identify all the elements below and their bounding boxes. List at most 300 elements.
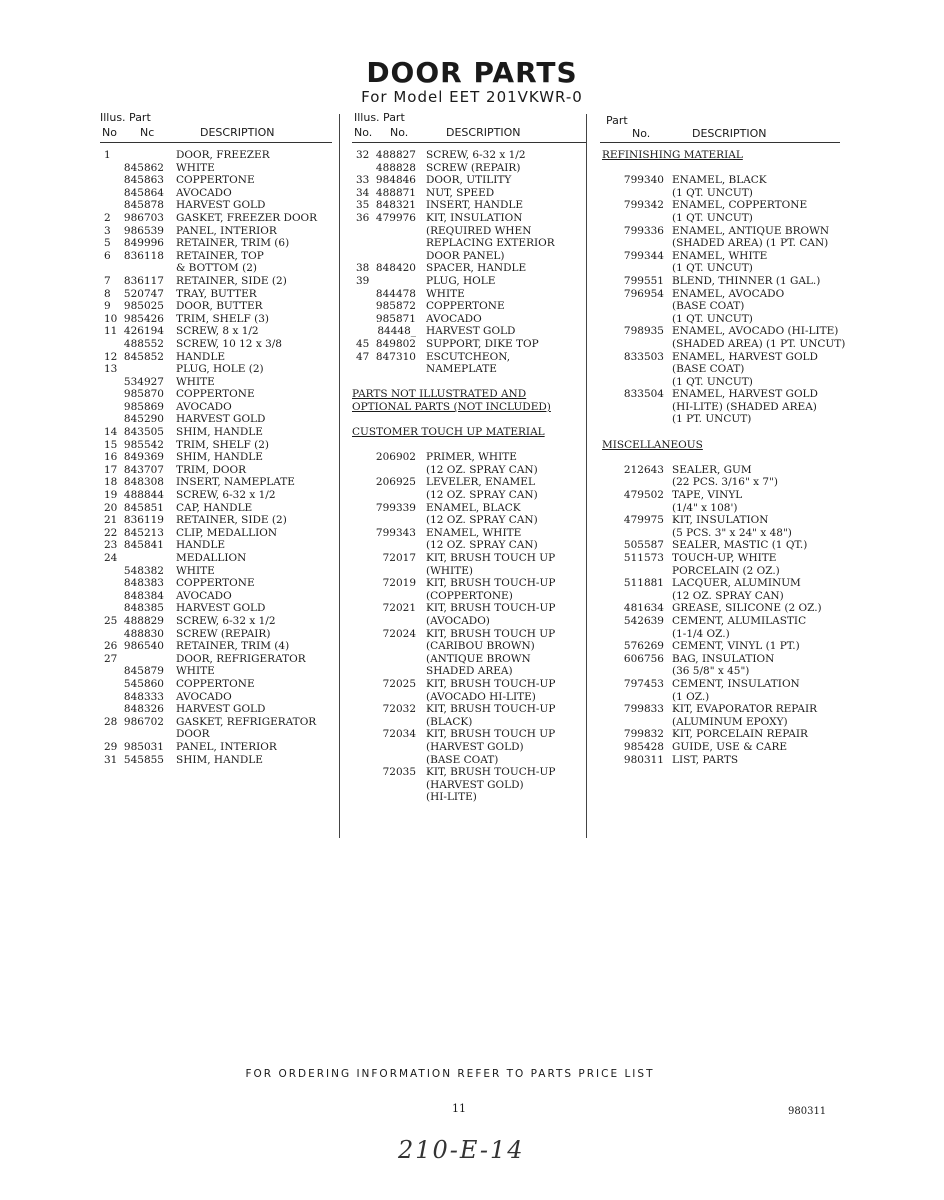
part-number: 799833 (623, 703, 664, 716)
page-subtitle: For Model EET 201VKWR-0 (361, 88, 583, 106)
part-number: 849802 (375, 337, 416, 350)
list-item (100, 439, 332, 452)
illus-number: 39 (356, 274, 370, 287)
part-number: 980311 (623, 753, 664, 766)
illus-number: 15 (104, 438, 118, 451)
list-item (600, 388, 840, 401)
part-number: 799342 (623, 199, 664, 212)
part-description: (REQUIRED WHEN (426, 224, 532, 237)
part-number: 844478 (375, 287, 416, 300)
part-number: 488827 (375, 149, 416, 161)
list-item (352, 250, 586, 263)
list-item (100, 225, 332, 238)
part-description: GREASE, SILICONE (2 OZ.) (672, 602, 822, 615)
list-item (600, 426, 840, 439)
part-number: 520747 (123, 287, 164, 300)
list-item (100, 338, 332, 351)
part-number: 843505 (123, 426, 164, 439)
part-description: (1 QT. UNCUT) (672, 211, 753, 224)
list-item (600, 653, 840, 666)
list-item (352, 590, 586, 603)
part-number: 848321 (375, 199, 416, 212)
part-description: MEDALLION (176, 552, 247, 564)
list-item (600, 514, 840, 527)
part-description: KIT, BRUSH TOUCH-UP (426, 766, 556, 779)
illus-number: 5 (104, 237, 111, 250)
list-item (100, 703, 332, 716)
part-description: KIT, BRUSH TOUCH UP (426, 627, 556, 640)
part-description: CEMENT, INSULATION (672, 677, 800, 690)
part-description: CLIP, MEDALLION (176, 526, 278, 539)
part-number: 72032 (382, 703, 416, 716)
list-item (352, 351, 586, 364)
description-label: DESCRIPTION (200, 126, 275, 139)
list-item (352, 262, 586, 275)
list-item (100, 149, 332, 162)
list-item (600, 602, 840, 615)
part-description: LEVELER, ENAMEL (426, 476, 535, 489)
list-item (352, 628, 586, 641)
list-item (100, 565, 332, 578)
list-item (100, 615, 332, 628)
list-item (100, 741, 332, 754)
list-item (352, 691, 586, 704)
list-item (352, 653, 586, 666)
part-number: 986539 (123, 224, 164, 237)
list-item (100, 514, 332, 527)
part-number: 606756 (623, 652, 664, 665)
part-number: 212643 (623, 463, 664, 476)
part-description: (BASE COAT) (672, 363, 745, 376)
part-description: DOOR, UTILITY (426, 174, 512, 187)
part-number: 505587 (623, 539, 664, 552)
illus-number: 26 (104, 640, 118, 653)
part-number: 985871 (375, 312, 416, 325)
list-item (100, 590, 332, 603)
part-description: GASKET, REFRIGERATOR (176, 715, 317, 728)
part-description: KIT, INSULATION (672, 514, 769, 527)
list-item (352, 212, 586, 225)
list-item (600, 413, 840, 426)
part-description: PLUG, HOLE (2) (176, 363, 264, 376)
part-description: (12 OZ. SPRAY CAN) (426, 489, 538, 502)
part-description: BAG, INSULATION (672, 652, 775, 665)
list-item (352, 476, 586, 489)
list-item (100, 288, 332, 301)
list-item (352, 754, 586, 767)
part-description: (HARVEST GOLD) (426, 778, 524, 791)
part-number: 848308 (123, 476, 164, 489)
list-item (100, 489, 332, 502)
list-item (600, 691, 840, 704)
illus-number: 13 (104, 363, 118, 376)
part-description: WHITE (426, 287, 465, 300)
list-item (600, 300, 840, 313)
part-description: (1 OZ.) (672, 690, 710, 703)
list-item (100, 678, 332, 691)
illus-number: 20 (104, 501, 118, 514)
part-description: ENAMEL, ANTIQUE BROWN (672, 224, 830, 237)
list-item (100, 388, 332, 401)
part-number: 845213 (123, 526, 164, 539)
part-description: HANDLE (176, 350, 225, 363)
part-description: TRAY, BUTTER (176, 287, 257, 300)
list-item (600, 439, 840, 452)
part-description: (ANTIQUE BROWN (426, 652, 531, 665)
part-description: KIT, INSULATION (426, 211, 523, 224)
list-item (352, 363, 586, 376)
part-description: KIT, BRUSH TOUCH UP (426, 552, 556, 564)
list-item (100, 162, 332, 175)
part-number: 836117 (123, 274, 164, 287)
illus-number: 22 (104, 526, 118, 539)
part-description: RETAINER, TRIM (4) (176, 640, 290, 653)
part-number: 799340 (623, 174, 664, 187)
list-item (352, 300, 586, 313)
part-description: KIT, BRUSH TOUCH-UP (426, 703, 556, 716)
part-description: SPACER, HANDLE (426, 262, 527, 275)
parts-column-2 (352, 108, 586, 804)
part-description: PRIMER, WHITE (426, 451, 517, 464)
nc-label: Nc (140, 126, 155, 139)
illus-number: 25 (104, 614, 118, 627)
part-description: SCREW, 10 12 x 3/8 (176, 337, 282, 350)
part-description: (HARVEST GOLD) (426, 740, 524, 753)
list-item (100, 300, 332, 313)
list-item (600, 615, 840, 628)
part-description: SCREW (REPAIR) (176, 627, 271, 640)
part-description: (AVOCADO) (426, 614, 490, 627)
part-description: SHIM, HANDLE (176, 426, 263, 439)
part-number: 845863 (123, 174, 164, 187)
list-item (352, 489, 586, 502)
part-description: HARVEST GOLD (176, 703, 266, 716)
part-number: 845290 (123, 413, 164, 426)
part-description: RETAINER, TOP (176, 249, 264, 262)
list-item (352, 779, 586, 792)
part-description: (ALUMINUM EPOXY) (672, 715, 788, 728)
part-number: 545855 (123, 753, 164, 766)
list-item (352, 325, 586, 338)
part-number: 542639 (623, 614, 664, 627)
list-item (600, 489, 840, 502)
illus-number: 24 (104, 552, 118, 564)
illus-number: 16 (104, 451, 118, 464)
part-description: CEMENT, VINYL (1 PT.) (672, 640, 800, 653)
part-number: 848385 (123, 602, 164, 615)
part-description: (1/4" x 108') (672, 501, 738, 514)
list-item (352, 552, 586, 565)
part-description: COPPERTONE (176, 577, 255, 590)
part-description: SUPPORT, DIKE TOP (426, 337, 539, 350)
list-item (600, 351, 840, 364)
list-item (352, 640, 586, 653)
part-description: ENAMEL, WHITE (672, 249, 768, 262)
part-number: 799832 (623, 728, 664, 741)
part-number: 576269 (623, 640, 664, 653)
part-number: 986540 (123, 640, 164, 653)
illus-number: 47 (356, 350, 370, 363)
part-number: 488871 (375, 186, 416, 199)
part-description: TOUCH-UP, WHITE (672, 552, 777, 564)
no-label: No. (632, 127, 651, 140)
part-description: SHADED AREA) (426, 665, 513, 678)
part-description: ESCUTCHEON, (426, 350, 511, 363)
part-number: 849996 (123, 237, 164, 250)
illus-number: 33 (356, 174, 370, 187)
list-item (600, 212, 840, 225)
part-description: HARVEST GOLD (176, 602, 266, 615)
list-item (100, 691, 332, 704)
list-item (600, 376, 840, 389)
part-description: AVOCADO (426, 312, 482, 325)
list-item (600, 577, 840, 590)
part-description: ENAMEL, WHITE (426, 526, 522, 539)
list-item (100, 212, 332, 225)
part-description: ENAMEL, HARVEST GOLD (672, 350, 818, 363)
list-item (352, 162, 586, 175)
part-description: PORCELAIN (2 OZ.) (672, 564, 780, 577)
list-item (352, 703, 586, 716)
list-item (352, 766, 586, 779)
part-description: WHITE (176, 665, 215, 678)
list-item (600, 237, 840, 250)
illus-number: 23 (104, 539, 118, 552)
list-item (100, 413, 332, 426)
part-description: DOOR, FREEZER (176, 149, 270, 161)
part-description: SHIM, HANDLE (176, 753, 263, 766)
part-number: 986702 (123, 715, 164, 728)
list-item (100, 351, 332, 364)
illus-number: 8 (104, 287, 111, 300)
part-description: (1 QT. UNCUT) (672, 262, 753, 275)
part-number: 72019 (382, 577, 416, 590)
list-item (100, 187, 332, 200)
part-description: ENAMEL, HARVEST GOLD (672, 388, 818, 401)
part-description: CEMENT, ALUMILASTIC (672, 614, 807, 627)
part-description: AVOCADO (176, 400, 232, 413)
list-item (600, 716, 840, 729)
list-item (600, 275, 840, 288)
part-description: AVOCADO (176, 186, 232, 199)
section-heading: PARTS NOT ILLUSTRATED AND (352, 388, 527, 401)
list-item (600, 288, 840, 301)
part-number: 985426 (123, 312, 164, 325)
list-item (100, 376, 332, 389)
illus-number: 21 (104, 514, 118, 527)
list-item (600, 451, 840, 464)
list-item (352, 678, 586, 691)
list-item (352, 413, 586, 426)
list-item (100, 426, 332, 439)
part-description: (HI-LITE) (SHADED AREA) (672, 400, 817, 413)
part-description: PANEL, INTERIOR (176, 740, 277, 753)
list-item (100, 640, 332, 653)
list-item (352, 615, 586, 628)
list-item (100, 539, 332, 552)
part-description: COPPERTONE (426, 300, 505, 313)
document-code: 980311 (788, 1106, 827, 1117)
list-item (352, 401, 586, 414)
parts-column-1 (100, 108, 332, 766)
part-description: HARVEST GOLD (176, 413, 266, 426)
part-number: 72034 (382, 728, 416, 741)
part-description: SCREW (REPAIR) (426, 161, 521, 174)
part-description: TRIM, SHELF (3) (176, 312, 269, 325)
part-description: COPPERTONE (176, 677, 255, 690)
description-label: DESCRIPTION (692, 127, 767, 140)
part-number: 799344 (623, 249, 664, 262)
part-description: (SHADED AREA) (1 PT. CAN) (672, 237, 829, 250)
parts-list (600, 149, 846, 766)
list-item (600, 325, 840, 338)
part-description: ENAMEL, AVOCADO (HI-LITE) (672, 325, 839, 338)
list-item (352, 187, 586, 200)
list-item (600, 337, 846, 351)
part-number: 985542 (123, 438, 164, 451)
part-number: 833504 (623, 388, 664, 401)
list-item (600, 313, 840, 326)
illus-number: 27 (104, 652, 118, 665)
list-item (600, 464, 840, 477)
part-description: (WHITE) (426, 564, 473, 577)
part-number: 845841 (123, 539, 164, 552)
column-divider (586, 114, 587, 838)
part-description: RETAINER, SIDE (2) (176, 514, 287, 527)
illus-number: 45 (356, 337, 370, 350)
part-description: (1-1/4 OZ.) (672, 627, 730, 640)
part-number: 848326 (123, 703, 164, 716)
part-description: HARVEST GOLD (426, 325, 516, 338)
part-description: REPLACING EXTERIOR (426, 237, 555, 250)
list-item (600, 678, 840, 691)
part-number: 72035 (382, 766, 416, 779)
list-item (352, 791, 586, 804)
list-item (100, 665, 332, 678)
part-description: (SHADED AREA) (1 PT. UNCUT) (672, 337, 846, 350)
illus-number: 6 (104, 249, 111, 262)
part-number: 481634 (623, 602, 664, 615)
list-item (352, 502, 586, 515)
part-description: COPPERTONE (176, 388, 255, 401)
part-description: GASKET, FREEZER DOOR (176, 211, 318, 224)
illus-part-label: Illus. Part (354, 111, 405, 124)
part-description: WHITE (176, 161, 215, 174)
part-description: (12 OZ. SPRAY CAN) (426, 463, 538, 476)
part-number: 845878 (123, 199, 164, 212)
part-number: 534927 (123, 375, 164, 388)
part-description: ENAMEL, BLACK (426, 501, 521, 514)
part-number: 545860 (123, 677, 164, 690)
part-description: KIT, BRUSH TOUCH-UP (426, 602, 556, 615)
part-description: (22 PCS. 3/16" x 7") (672, 476, 778, 489)
part-description: (12 OZ. SPRAY CAN) (426, 514, 538, 527)
list-item (100, 174, 332, 187)
part-number: 985428 (623, 740, 664, 753)
column-header (600, 108, 840, 143)
list-item (100, 275, 332, 288)
list-item (352, 665, 586, 678)
no-label: No. (390, 126, 409, 139)
part-number: 986703 (123, 211, 164, 224)
list-item (600, 590, 840, 603)
list-item (352, 174, 586, 187)
part-description: SCREW, 6-32 x 1/2 (176, 489, 276, 502)
part-description: PANEL, INTERIOR (176, 224, 277, 237)
part-number: 488552 (123, 337, 164, 350)
part-number: 479975 (623, 514, 664, 527)
part-number: 488830 (123, 627, 164, 640)
part-description: TRIM, SHELF (2) (176, 438, 269, 451)
list-item (600, 527, 840, 540)
section-heading: OPTIONAL PARTS (NOT INCLUDED) (352, 400, 551, 413)
list-item (352, 376, 586, 389)
part-description: PLUG, HOLE (426, 274, 496, 287)
list-item (600, 741, 840, 754)
list-item (100, 602, 332, 615)
no-label: No (102, 126, 117, 139)
description-label: DESCRIPTION (446, 126, 521, 139)
part-description: & BOTTOM (2) (176, 262, 257, 275)
part-description: DOOR PANEL) (426, 249, 505, 262)
part-description: (COPPERTONE) (426, 589, 513, 602)
part-number: 847310 (375, 350, 416, 363)
part-number: 72017 (382, 552, 416, 564)
list-item (600, 665, 840, 678)
part-number: 511881 (623, 577, 664, 590)
list-item (100, 527, 332, 540)
part-description: WHITE (176, 375, 215, 388)
list-item (600, 250, 840, 263)
part-number: 836118 (123, 249, 164, 262)
part-number: 799336 (623, 224, 664, 237)
part-description: (1 QT. UNCUT) (672, 312, 753, 325)
list-item (600, 363, 840, 376)
part-number: 845879 (123, 665, 164, 678)
list-item (600, 174, 840, 187)
illus-number: 18 (104, 476, 118, 489)
list-item (100, 728, 332, 741)
illus-number: 11 (104, 325, 118, 338)
illus-number: 19 (104, 489, 118, 502)
illus-number: 38 (356, 262, 370, 275)
list-item (600, 640, 840, 653)
part-description: DOOR, BUTTER (176, 300, 263, 313)
part-description: (CARIBOU BROWN) (426, 640, 535, 653)
part-description: TAPE, VINYL (672, 489, 743, 502)
part-description: CAP, HANDLE (176, 501, 253, 514)
list-item (100, 199, 332, 212)
part-description: NAMEPLATE (426, 363, 497, 376)
part-description: DOOR (176, 728, 210, 741)
list-item (352, 388, 586, 401)
illus-number: 10 (104, 312, 118, 325)
illus-number: 1 (104, 149, 111, 161)
illus-number: 29 (104, 740, 118, 753)
part-number: 426194 (123, 325, 164, 338)
part-number: 985870 (123, 388, 164, 401)
part-description: ENAMEL, BLACK (672, 174, 767, 187)
list-item (100, 476, 332, 489)
list-item (600, 225, 840, 238)
list-item (100, 628, 332, 641)
list-item (352, 527, 586, 540)
part-number: 849369 (123, 451, 164, 464)
part-description: ENAMEL, AVOCADO (672, 287, 785, 300)
part-description: SCREW, 8 x 1/2 (176, 325, 259, 338)
list-item (352, 464, 586, 477)
list-item (352, 514, 586, 527)
